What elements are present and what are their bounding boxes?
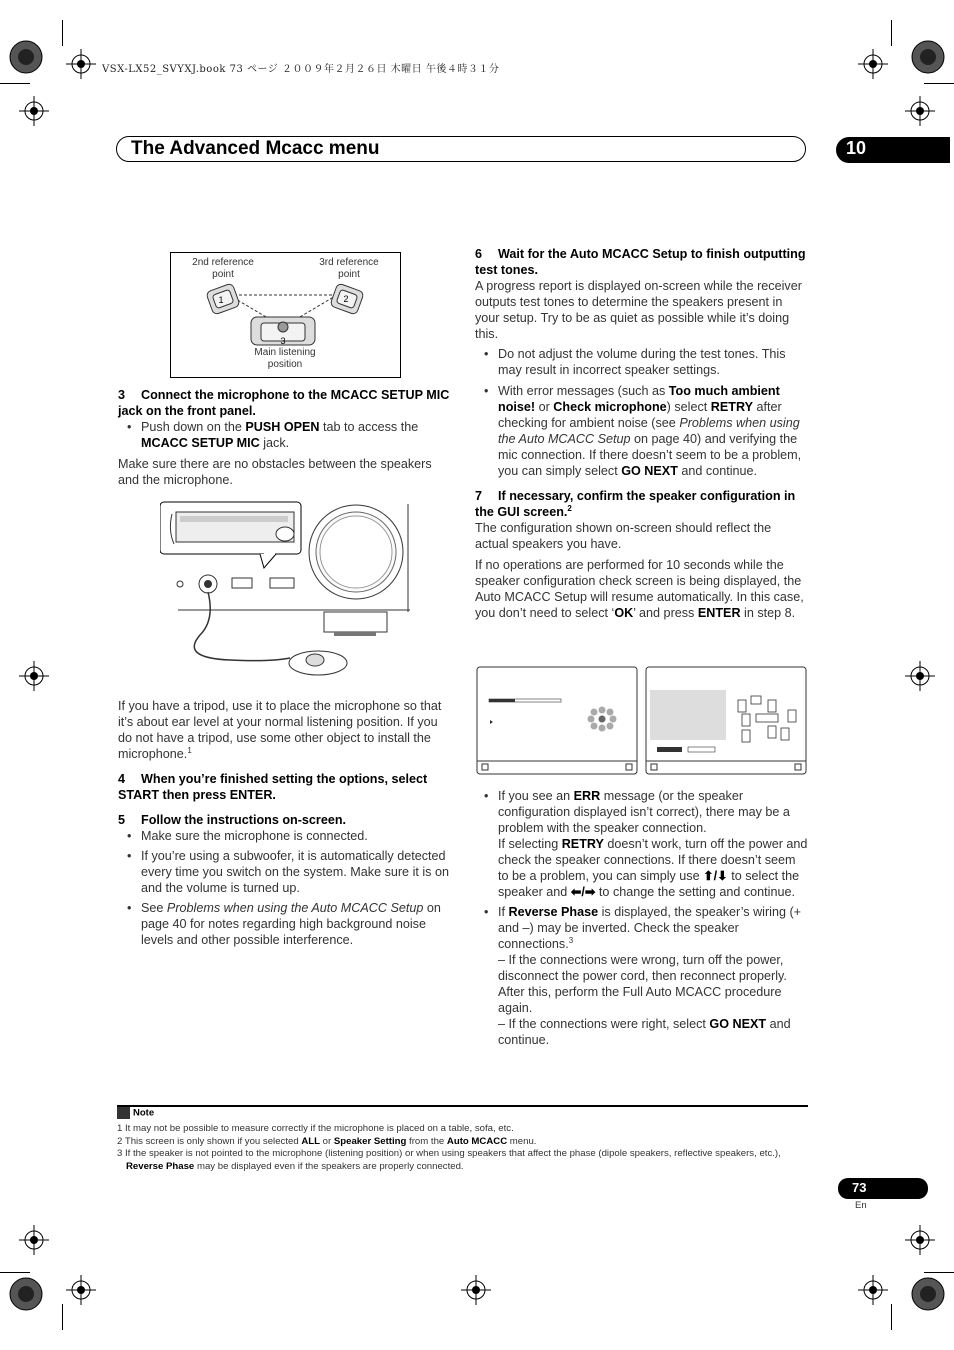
footnote-2: 2 This screen is only shown if you selected ALL or Speaker Setting from the Auto MCACC menu. bbox=[117, 1135, 537, 1147]
step-5-bullet-2: • If you’re using a subwoofer, it is automatically detected every time you switch on the system. Make sure it is on and the volume is turned up. bbox=[118, 848, 453, 896]
front-panel-figure bbox=[160, 500, 410, 680]
step-5-heading: 5 Follow the instructions on-screen. bbox=[118, 813, 347, 827]
page-number: 73 bbox=[838, 1178, 928, 1199]
step-3-para: Make sure there are no obstacles between the speakers and the microphone. bbox=[118, 457, 432, 487]
label-2nd-reference: 2nd reference point bbox=[192, 257, 254, 280]
footnote-1: 1 It may not be possible to measure correctly if the microphone is placed on a table, sofa, etc. bbox=[117, 1123, 514, 1134]
step-7-heading: 7 If necessary, confirm the speaker configuration in the GUI screen.$^2$ bbox=[475, 489, 796, 519]
right-column bbox=[475, 246, 808, 621]
step-5-bullet-1: • Make sure the microphone is connected. bbox=[118, 828, 453, 844]
seat-2-number: 2 bbox=[343, 294, 349, 304]
note-divider bbox=[117, 1105, 808, 1107]
err-bullet: • If you see an ERR message (or the speaker configuration displayed isn’t correct), there may be a problem with the speaker connection. If selecting RETRY doesn’t work, turn off the power and check the speaker connections. If there doesn’t seem to be a problem, you can simply use ⬆/⬇ to select the speaker and ⬅/➡ to change the setting and continue. bbox=[475, 788, 808, 900]
page-title: The Advanced Mcacc menu bbox=[131, 138, 380, 159]
tripod-para: If you have a tripod, use it to place the microphone so that it’s about ear level at your normal listening position. If you do not have a tripod, use some other object to install the microphone.$^1$ bbox=[118, 699, 442, 761]
note-icon bbox=[117, 1107, 130, 1119]
label-3rd-reference: 3rd reference point bbox=[319, 257, 379, 280]
footnote-3: 3 If the speaker is not pointed to the microphone (listening position) or when using speakers that affect the phase (dipole speakers, reflective speakers, etc.), Reverse Phase may be displayed even if the speakers are properly connected. bbox=[117, 1148, 781, 1172]
chapter-number-tab: 10 bbox=[836, 137, 950, 163]
label-main-listening: Main listening position bbox=[254, 347, 316, 370]
step-7-para-2: If no operations are performed for 10 seconds while the speaker configuration check screen is being displayed, the Auto MCACC Setup will resume automatically. In this case, you don’t need to select ‘OK’ and press ENTER in step 8. bbox=[475, 558, 804, 620]
note-heading: Note bbox=[117, 1107, 154, 1119]
chapter-title-bar bbox=[116, 136, 806, 162]
step-6-bullet-1: • Do not adjust the volume during the test tones. This may result in incorrect speaker settings. bbox=[475, 346, 808, 378]
step-4-heading: 4 When you’re finished setting the options, select START then press ENTER. bbox=[118, 772, 428, 802]
language-code: En bbox=[855, 1200, 867, 1211]
reverse-phase-bullet: • If Reverse Phase is displayed, the speaker’s wiring (+ and –) may be inverted. Check the speaker connections.$^3$ – If the connections were wrong, turn off the power, disconnect the power cord, then reconnect properly. After this, perform the Full Auto MCACC procedure again. – If the connections were right, select GO NEXT and continue. bbox=[475, 904, 808, 1048]
reference-points-figure bbox=[170, 252, 401, 378]
print-header: VSX-LX52_SVYXJ.book 73 ページ ２００９年２月２６日 木曜日 午後４時３１分 bbox=[102, 64, 500, 75]
left-column-2 bbox=[118, 698, 453, 948]
seat-1-number: 1 bbox=[218, 295, 224, 305]
step-5-bullet-3: • See Problems when using the Auto MCACC Setup on page 40 for notes regarding high background noise levels and other possible interference. bbox=[118, 900, 453, 948]
step-6-bullet-2: • With error messages (such as Too much ambient noise! or Check microphone) select RETRY after checking for ambient noise (see Problems when using the Auto MCACC Setup on page 40) and verifying the mic connection. If there doesn’t seem to be a problem, you can simply select GO NEXT and continue. bbox=[475, 383, 808, 479]
step-6-para: A progress report is displayed on-screen while the receiver outputs test tones to determine the speakers present in your setup. Try to be as quiet as possible while it’s doing this. bbox=[475, 279, 802, 341]
footnotes bbox=[117, 1123, 807, 1173]
gui-screens-figure bbox=[476, 666, 838, 776]
right-column-2 bbox=[475, 788, 808, 1048]
left-column bbox=[118, 387, 453, 488]
step-3-heading: 3 Connect the microphone to the MCACC SETUP MIC jack on the front panel. bbox=[118, 388, 450, 418]
step-6-heading: 6 Wait for the Auto MCACC Setup to finish outputting test tones. bbox=[475, 247, 806, 277]
step-7-para-1: The configuration shown on-screen should reflect the actual speakers you have. bbox=[475, 521, 772, 551]
seat-3-number: 3 bbox=[280, 336, 286, 346]
step-3-bullet: • Push down on the PUSH OPEN tab to access the MCACC SETUP MIC jack. bbox=[118, 419, 453, 451]
